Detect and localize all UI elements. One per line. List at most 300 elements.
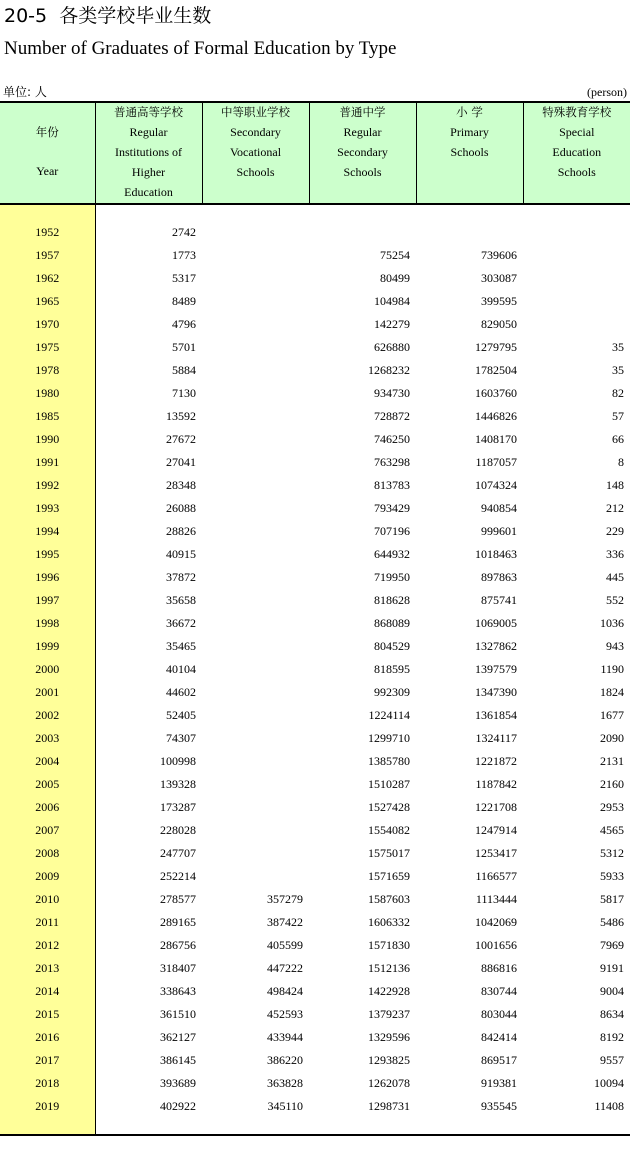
value-cell: 1422928: [368, 984, 410, 998]
value-cell: [202, 773, 309, 796]
year-cell: 1994: [0, 520, 95, 543]
header-en-line: Vocational: [229, 145, 282, 159]
value-cell: 289165: [160, 915, 196, 929]
value-cell: 644932: [374, 547, 410, 561]
value-cell: 9557: [600, 1053, 624, 1067]
value-cell: 35: [612, 363, 624, 377]
value-cell: 5933: [600, 869, 624, 883]
value-cell: 386220: [267, 1053, 303, 1067]
year-cell: 1962: [0, 267, 95, 290]
table-row: [0, 796, 630, 819]
table-row: [0, 520, 630, 543]
value-cell: 27672: [166, 432, 196, 446]
value-cell: 897863: [481, 570, 517, 584]
value-cell: 148: [606, 478, 624, 492]
table-row: [0, 474, 630, 497]
value-cell: [202, 635, 309, 658]
value-cell: [523, 290, 630, 313]
value-cell: 386145: [160, 1053, 196, 1067]
year-cell: 1999: [0, 635, 95, 658]
year-cell: 2015: [0, 1003, 95, 1026]
value-cell: 35658: [166, 593, 196, 607]
value-cell: 803044: [481, 1007, 517, 1021]
header-higher-education: [95, 102, 202, 204]
value-cell: 13592: [166, 409, 196, 423]
year-cell: 2009: [0, 865, 95, 888]
value-cell: 433944: [267, 1030, 303, 1044]
value-cell: [202, 313, 309, 336]
table-row: [0, 980, 630, 1003]
value-cell: 52405: [166, 708, 196, 722]
value-cell: 1606332: [368, 915, 410, 929]
table-row: [0, 819, 630, 842]
header-en-line: Regular: [129, 125, 168, 139]
value-cell: 1247914: [475, 823, 517, 837]
year-cell: 1995: [0, 543, 95, 566]
value-cell: 728872: [374, 409, 410, 423]
value-cell: 26088: [166, 501, 196, 515]
spacer-row: [0, 204, 630, 221]
value-cell: [202, 750, 309, 773]
table-row: [0, 1095, 630, 1118]
value-cell: 830744: [481, 984, 517, 998]
value-cell: [202, 359, 309, 382]
year-cell: 1998: [0, 612, 95, 635]
year-cell: 2001: [0, 681, 95, 704]
value-cell: 8489: [172, 294, 196, 308]
value-cell: 1293825: [368, 1053, 410, 1067]
year-cell: 2014: [0, 980, 95, 1003]
year-cell: 2018: [0, 1072, 95, 1095]
value-cell: 1221872: [475, 754, 517, 768]
value-cell: 252214: [160, 869, 196, 883]
table-row: [0, 727, 630, 750]
value-cell: [202, 520, 309, 543]
year-cell: 2004: [0, 750, 95, 773]
value-cell: 80499: [380, 271, 410, 285]
value-cell: 286756: [160, 938, 196, 952]
value-cell: 2953: [600, 800, 624, 814]
value-cell: [523, 267, 630, 290]
value-cell: [202, 405, 309, 428]
value-cell: 338643: [160, 984, 196, 998]
header-cn: 中等职业学校: [221, 105, 290, 119]
value-cell: 36672: [166, 616, 196, 630]
header-primary-schools: [416, 102, 523, 204]
value-cell: 247707: [160, 846, 196, 860]
table-row: [0, 934, 630, 957]
value-cell: [202, 382, 309, 405]
value-cell: 1773: [172, 248, 196, 262]
value-cell: 1042069: [475, 915, 517, 929]
header-en-line: Primary: [450, 125, 489, 139]
value-cell: 2742: [172, 225, 196, 239]
value-cell: 626880: [374, 340, 410, 354]
value-cell: 940854: [481, 501, 517, 515]
value-cell: 361510: [160, 1007, 196, 1021]
year-cell: 1997: [0, 589, 95, 612]
table-row: [0, 244, 630, 267]
year-cell: 2016: [0, 1026, 95, 1049]
value-cell: 1587603: [368, 892, 410, 906]
table-row: [0, 589, 630, 612]
value-cell: 5817: [600, 892, 624, 906]
unit-label-en: (person): [587, 85, 627, 99]
table-row: [0, 865, 630, 888]
value-cell: 228028: [160, 823, 196, 837]
year-cell: 2002: [0, 704, 95, 727]
table-title-en: Number of Graduates of Formal Education by Type: [4, 38, 397, 59]
value-cell: [523, 221, 630, 244]
value-cell: 1113444: [475, 892, 517, 906]
table-row: [0, 221, 630, 244]
value-cell: 5884: [172, 363, 196, 377]
value-cell: 173287: [160, 800, 196, 814]
value-cell: [202, 589, 309, 612]
value-cell: [202, 612, 309, 635]
value-cell: 1329596: [368, 1030, 410, 1044]
value-cell: 336: [606, 547, 624, 561]
value-cell: 4796: [172, 317, 196, 331]
value-cell: 1018463: [475, 547, 517, 561]
year-cell: 1990: [0, 428, 95, 451]
value-cell: 44602: [166, 685, 196, 699]
year-cell: 2005: [0, 773, 95, 796]
value-cell: 763298: [374, 455, 410, 469]
value-cell: 27041: [166, 455, 196, 469]
value-cell: 1385780: [368, 754, 410, 768]
value-cell: [309, 221, 416, 244]
header-en-line: Schools: [450, 145, 489, 159]
header-cn: 小 学: [456, 105, 483, 119]
value-cell: 104984: [374, 294, 410, 308]
value-cell: 919381: [481, 1076, 517, 1090]
value-cell: 1036: [600, 616, 624, 630]
value-cell: 1327862: [475, 639, 517, 653]
table-row: [0, 267, 630, 290]
value-cell: [202, 842, 309, 865]
value-cell: 1397579: [475, 662, 517, 676]
table-row: [0, 658, 630, 681]
table-row: [0, 1026, 630, 1049]
value-cell: 7969: [600, 938, 624, 952]
value-cell: 886816: [481, 961, 517, 975]
year-cell: 1975: [0, 336, 95, 359]
year-cell: 2017: [0, 1049, 95, 1072]
value-cell: 1571830: [368, 938, 410, 952]
value-cell: 1224114: [368, 708, 410, 722]
value-cell: 868089: [374, 616, 410, 630]
value-cell: 1379237: [368, 1007, 410, 1021]
value-cell: 35: [612, 340, 624, 354]
value-cell: [202, 796, 309, 819]
header-year-en: Year: [36, 164, 59, 178]
value-cell: 1298731: [368, 1099, 410, 1113]
value-cell: 229: [606, 524, 624, 538]
year-cell: 2003: [0, 727, 95, 750]
year-cell: 2008: [0, 842, 95, 865]
spacer-row: [0, 1118, 630, 1135]
value-cell: 212: [606, 501, 624, 515]
header-en-line: Secondary: [230, 125, 281, 139]
value-cell: 318407: [160, 961, 196, 975]
table-title-cn-text: 各类学校毕业生数: [59, 5, 212, 27]
header-cn: 普通高等学校: [114, 105, 183, 119]
value-cell: 7130: [172, 386, 196, 400]
header-cn: 普通中学: [339, 105, 386, 119]
value-cell: 842414: [481, 1030, 517, 1044]
value-cell: 363828: [267, 1076, 303, 1090]
table-row: [0, 382, 630, 405]
value-cell: 935545: [481, 1099, 517, 1113]
value-cell: 498424: [267, 984, 303, 998]
value-cell: 869517: [481, 1053, 517, 1067]
value-cell: [202, 336, 309, 359]
value-cell: 1190: [600, 662, 624, 676]
value-cell: 934730: [374, 386, 410, 400]
table-body: [0, 204, 630, 1135]
value-cell: 75254: [380, 248, 410, 262]
value-cell: 992309: [374, 685, 410, 699]
value-cell: [202, 474, 309, 497]
table-row: [0, 704, 630, 727]
value-cell: [416, 221, 523, 244]
year-cell: 1970: [0, 313, 95, 336]
value-cell: [202, 704, 309, 727]
header-en-line: Higher: [131, 165, 166, 179]
value-cell: 66: [612, 432, 624, 446]
value-cell: 303087: [481, 271, 517, 285]
value-cell: 35465: [166, 639, 196, 653]
value-cell: 278577: [160, 892, 196, 906]
table-row: [0, 497, 630, 520]
value-cell: 719950: [374, 570, 410, 584]
value-cell: 2131: [600, 754, 624, 768]
value-cell: [202, 865, 309, 888]
value-cell: 4565: [600, 823, 624, 837]
header-year: [0, 102, 95, 204]
year-cell: 2012: [0, 934, 95, 957]
value-cell: 1446826: [475, 409, 517, 423]
value-cell: 82: [612, 386, 624, 400]
value-cell: 1408170: [475, 432, 517, 446]
header-en-line: Schools: [236, 165, 275, 179]
value-cell: 1253417: [475, 846, 517, 860]
value-cell: 1554082: [368, 823, 410, 837]
value-cell: [523, 244, 630, 267]
value-cell: [523, 313, 630, 336]
year-cell: 2019: [0, 1095, 95, 1118]
value-cell: 739606: [481, 248, 517, 262]
value-cell: 1299710: [368, 731, 410, 745]
value-cell: 1510287: [368, 777, 410, 791]
table-row: [0, 911, 630, 934]
value-cell: 1603760: [475, 386, 517, 400]
value-cell: 818628: [374, 593, 410, 607]
table-row: [0, 957, 630, 980]
value-cell: 2090: [600, 731, 624, 745]
year-cell: 1991: [0, 451, 95, 474]
value-cell: 447222: [267, 961, 303, 975]
year-cell: 1952: [0, 221, 95, 244]
header-special-education: [523, 102, 630, 204]
header-en-line: Secondary: [337, 145, 388, 159]
value-cell: 1279795: [475, 340, 517, 354]
header-en-line: Education: [552, 145, 602, 159]
value-cell: 793429: [374, 501, 410, 515]
table-row: [0, 1049, 630, 1072]
value-cell: 999601: [481, 524, 517, 538]
value-cell: 452593: [267, 1007, 303, 1021]
year-cell: 1996: [0, 566, 95, 589]
year-cell: 1978: [0, 359, 95, 382]
value-cell: 8192: [600, 1030, 624, 1044]
year-cell: 1965: [0, 290, 95, 313]
year-cell: 1992: [0, 474, 95, 497]
value-cell: 1262078: [368, 1076, 410, 1090]
value-cell: 5486: [600, 915, 624, 929]
value-cell: 943: [606, 639, 624, 653]
header-secondary-vocational: [202, 102, 309, 204]
value-cell: [202, 543, 309, 566]
year-cell: 2000: [0, 658, 95, 681]
value-cell: [202, 428, 309, 451]
value-cell: 9191: [600, 961, 624, 975]
value-cell: 387422: [267, 915, 303, 929]
table-row: [0, 635, 630, 658]
header-en-line: Institutions of: [114, 145, 182, 159]
value-cell: 1571659: [368, 869, 410, 883]
value-cell: [202, 244, 309, 267]
year-cell: 1985: [0, 405, 95, 428]
value-cell: 10094: [594, 1076, 624, 1090]
table-row: [0, 1072, 630, 1095]
value-cell: 1187057: [475, 455, 517, 469]
table-row: [0, 1003, 630, 1026]
table-row: [0, 313, 630, 336]
value-cell: 1512136: [368, 961, 410, 975]
year-cell: 2006: [0, 796, 95, 819]
table-row: [0, 681, 630, 704]
value-cell: 399595: [481, 294, 517, 308]
value-cell: 1187842: [475, 777, 517, 791]
year-cell: 2013: [0, 957, 95, 980]
value-cell: 37872: [166, 570, 196, 584]
value-cell: [202, 451, 309, 474]
value-cell: 1527428: [368, 800, 410, 814]
value-cell: 1575017: [368, 846, 410, 860]
value-cell: [202, 497, 309, 520]
table-row: [0, 566, 630, 589]
value-cell: [202, 681, 309, 704]
value-cell: [202, 727, 309, 750]
table-row: [0, 290, 630, 313]
value-cell: [202, 566, 309, 589]
header-en-line: Special: [559, 125, 595, 139]
value-cell: 1268232: [368, 363, 410, 377]
value-cell: 28348: [166, 478, 196, 492]
value-cell: 1001656: [475, 938, 517, 952]
value-cell: 74307: [166, 731, 196, 745]
value-cell: [202, 290, 309, 313]
unit-label-cn: 单位: 人: [3, 85, 47, 99]
value-cell: 875741: [481, 593, 517, 607]
value-cell: 813783: [374, 478, 410, 492]
value-cell: 1824: [600, 685, 624, 699]
year-cell: 2010: [0, 888, 95, 911]
value-cell: 1069005: [475, 616, 517, 630]
table-title-cn: [4, 4, 211, 28]
year-cell: 1980: [0, 382, 95, 405]
value-cell: 1324117: [475, 731, 517, 745]
value-cell: 28826: [166, 524, 196, 538]
value-cell: 40104: [166, 662, 196, 676]
value-cell: 552: [606, 593, 624, 607]
table-row: [0, 888, 630, 911]
value-cell: 1782504: [475, 363, 517, 377]
value-cell: 362127: [160, 1030, 196, 1044]
value-cell: [202, 819, 309, 842]
value-cell: 1221708: [475, 800, 517, 814]
value-cell: 9004: [600, 984, 624, 998]
value-cell: 445: [606, 570, 624, 584]
value-cell: 40915: [166, 547, 196, 561]
header-regular-secondary: [309, 102, 416, 204]
table-row: [0, 842, 630, 865]
value-cell: [202, 221, 309, 244]
value-cell: 1074324: [475, 478, 517, 492]
value-cell: 707196: [374, 524, 410, 538]
value-cell: 393689: [160, 1076, 196, 1090]
value-cell: 100998: [160, 754, 196, 768]
header-cn: 特殊教育学校: [542, 105, 612, 119]
header-en-line: Schools: [557, 165, 596, 179]
header-en-line: Schools: [343, 165, 382, 179]
value-cell: 8634: [600, 1007, 624, 1021]
value-cell: 1677: [600, 708, 624, 722]
header-row: [0, 102, 630, 204]
value-cell: 57: [612, 409, 624, 423]
value-cell: 345110: [267, 1099, 303, 1113]
value-cell: 1361854: [475, 708, 517, 722]
year-cell: 1993: [0, 497, 95, 520]
header-en-line: Education: [124, 185, 173, 199]
table-row: [0, 405, 630, 428]
year-cell: 1957: [0, 244, 95, 267]
value-cell: 2160: [600, 777, 624, 791]
value-cell: 5312: [600, 846, 624, 860]
value-cell: 357279: [267, 892, 303, 906]
table-row: [0, 750, 630, 773]
value-cell: 1166577: [475, 869, 517, 883]
value-cell: 818595: [374, 662, 410, 676]
value-cell: 1347390: [475, 685, 517, 699]
table-number: 20-5: [4, 5, 48, 27]
value-cell: [202, 267, 309, 290]
value-cell: 402922: [160, 1099, 196, 1113]
table-row: [0, 612, 630, 635]
value-cell: 8: [618, 455, 624, 469]
header-en-line: Regular: [343, 125, 382, 139]
header-year-cn: 年份: [35, 125, 59, 139]
table-row: [0, 773, 630, 796]
year-cell: 2007: [0, 819, 95, 842]
value-cell: 5701: [172, 340, 196, 354]
value-cell: 405599: [267, 938, 303, 952]
table-row: [0, 543, 630, 566]
value-cell: 746250: [374, 432, 410, 446]
table-row: [0, 336, 630, 359]
